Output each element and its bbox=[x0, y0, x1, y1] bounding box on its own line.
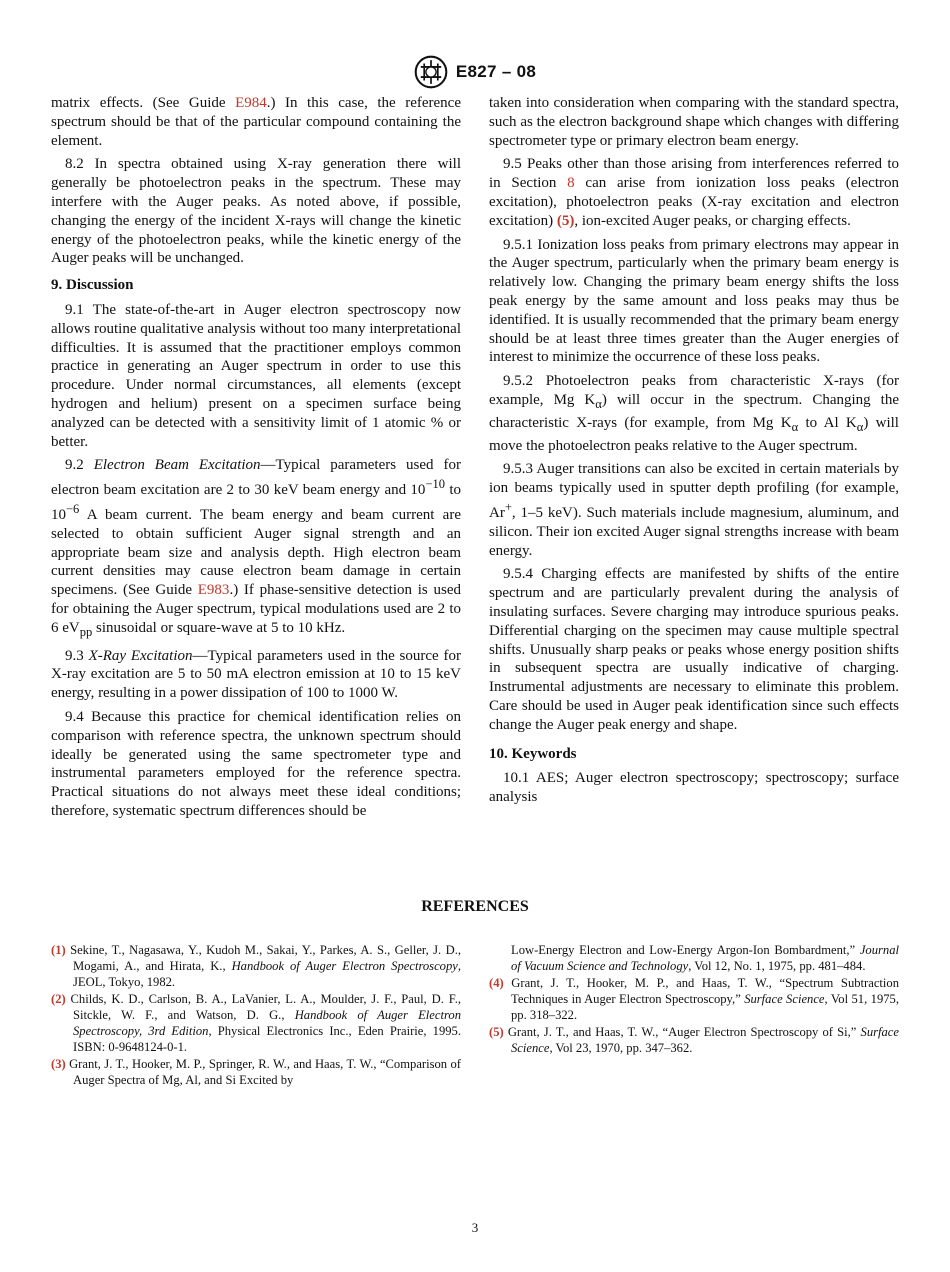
paragraph-9-2: 9.2 Electron Beam Excitation—Typical parameters used for electron beam excitation are 2 to 30 keV beam energy and $10^{-10}$ to $10^{-6}$ A beam current. The beam energy and beam current are selected to obtain sufficient Auger signal strength and an appropriate beam size and analysis depth. High electron beam current densities may cause electron beam damage in certain specimens. (See Guide E983.) If phase-sensitive detection is used for obtaining the Auger spectrum, typical modulations used are 2 to 6 $eV_{pp}$ sinusoidal or square-wave at 5 to 10 kHz. bbox=[51, 457, 461, 639]
paragraph-9-3: 9.3 X-Ray Excitation—Typical parameters used in the source for X-ray excitation are 5 to 50 mA electron emission at 10 to 15 keV energy, resulting in a power dissipation of 100 to 1000 W. bbox=[51, 647, 462, 702]
standard-designation: E827 – 08 bbox=[455, 62, 537, 81]
reference-5-link[interactable]: (5) bbox=[556, 212, 575, 229]
paragraph-9-5-2: 9.5.2 Photoelectron peaks from characteristic X-rays (for example, Mg $K_\alpha$) will occur in the spectrum. Changing the characteristic X-rays (for example, from Mg $K_\alpha$ to Al $K_\alpha$) will move the photoelectron peaks relative to the Auger spectrum. bbox=[489, 373, 899, 454]
guide-e983-link[interactable]: E983 bbox=[197, 582, 230, 599]
section-8-link[interactable]: 8 bbox=[567, 175, 575, 192]
references-heading: REFERENCES bbox=[421, 898, 529, 915]
reference-5: (5) Grant, J. T., and Haas, T. W., “Auger Electron Spectroscopy of Si,” Surface Science, Vol 23, 1970, pp. 347–362. bbox=[489, 1025, 899, 1055]
page-header bbox=[0, 52, 950, 92]
reference-4: (4) Grant, J. T., Hooker, M. P., and Haas, T. W., “Spectrum Subtraction Techniques in Auger Electron Spectroscopy,” Surface Science, Vol 51, 1975, pp. 318–322. bbox=[489, 976, 899, 1022]
reference-3: (3) Grant, J. T., Hooker, M. P., Springer, R. W., and Haas, T. W., “Comparison of Auger Spectra of Mg, Al, and Si Excited by bbox=[51, 1057, 461, 1087]
reference-3-continued: Low-Energy Electron and Low-Energy Argon-Ion Bombardment,” Journal of Vacuum Science and Technology, Vol 12, No. 1, 1975, pp. 481–484. bbox=[511, 943, 899, 973]
guide-e984-link[interactable]: E984 bbox=[235, 95, 267, 111]
references-left bbox=[51, 942, 461, 1089]
paragraph-9-4: 9.4 Because this practice for chemical identification relies on comparison with reference spectra, the unknown spectrum should ideally be generated using the same spectrometer type and instrumental parameters employed for the reference spectra. Practical situations do not always meet these ideal conditions; therefore, systematic spectrum differences should be bbox=[51, 708, 461, 819]
section-heading-keywords: 10. Keywords bbox=[489, 745, 577, 762]
paragraph-9-4-continued: taken into consideration when comparing with the standard spectra, such as the electron background shape which changes with differing spectrometer type or primary electron beam energy. bbox=[489, 95, 899, 149]
paragraph-continued: matrix effects. (See Guide E984.) In this case, the reference spectrum should be that of the particular compound containing the element. bbox=[51, 95, 461, 149]
reference-1: (1) Sekine, T., Nagasawa, Y., Kudoh M., Sakai, Y., Parkes, A. S., Geller, J. D., Mogami, A., and Hirata, K., Handbook of Auger Electron Spectroscopy, JEOL, Tokyo, 1982. bbox=[51, 943, 462, 989]
paragraph-8-2: 8.2 In spectra obtained using X-ray generation there will generally be photoelectron peaks in the spectrum. These may interfere with the Auger peaks. As noted above, if possible, changing the energy of the incident X-rays will change the kinetic energy of the photoelectron peaks, while the kinetic energy of the Auger peaks will be unchanged. bbox=[51, 156, 461, 267]
astm-logo-icon bbox=[414, 55, 448, 89]
paragraph-9-5-4: 9.5.4 Charging effects are manifested by shifts of the entire spectrum and are particularly prevalent during the analysis of insulating surfaces. Severe charging may introduce spurious peaks. Differential charging on the specimen may cause multiple spectral shifts. Unusually sharp peaks or peaks whose energy position shifts in subsequent spectra are usually indicative of charging. Instrumental adjustments are necessary to eliminate this problem. Care should be used in Auger peak identification since such effects change the Auger peak energy and shape. bbox=[489, 566, 899, 733]
right-column bbox=[489, 94, 899, 812]
reference-2: (2) Childs, K. D., Carlson, B. A., LaVanier, L. A., Moulder, J. F., Paul, D. F., Sitckle, W. F., and Watson, D. G., Handbook of Auger Electron Spectroscopy, 3rd Edition, Physical Electronics Inc., Eden Prairie, 1995. ISBN: 0-9648124-0-1. bbox=[51, 992, 462, 1054]
paragraph-9-5-1: 9.5.1 Ionization loss peaks from primary electrons may appear in the Auger spectrum, particularly when the primary beam energy is relatively low. Changing the primary beam energy shifts the loss peak energy by the same amount and loss peaks may thus be identified. It is usually recommended that the primary beam energy should be at least three times greater than the Auger energies of interest to minimize the occurrence of these loss peaks. bbox=[489, 236, 899, 366]
references-right bbox=[489, 942, 899, 1057]
page-number: 3 bbox=[471, 1220, 479, 1235]
paragraph-9-5: 9.5 Peaks other than those arising from interferences referred to in Section 8 can arise from ionization loss peaks (electron excitation), photoelectron peaks (X-ray excitation and electron excitation) (5), ion-excited Auger peaks, or charging effects. bbox=[489, 156, 899, 229]
paragraph-9-1: 9.1 The state-of-the-art in Auger electron spectroscopy now allows routine qualitative analysis without too many interpretational difficulties. It is assumed that the practitioner employs common practice in generating an Auger spectrum in order to use this procedure. Under normal circumstances, all elements (except hydrogen and helium) present on a specimen surface being analyzed can be detected with a sensitivity limit of 1 atomic % or better. bbox=[51, 301, 461, 450]
paragraph-10-1: 10.1 AES; Auger electron spectroscopy; spectroscopy; surface analysis bbox=[489, 770, 899, 806]
left-column bbox=[51, 94, 461, 826]
section-heading-discussion: 9. Discussion bbox=[51, 277, 134, 294]
paragraph-9-5-3: 9.5.3 Auger transitions can also be excited in certain materials by ion beams typically used in sputter depth profiling (for example, Ar+, 1–5 keV). Such materials include magnesium, aluminum, and silicon. Their ion excited Auger signal strengths increase with beam energy. bbox=[489, 461, 899, 559]
